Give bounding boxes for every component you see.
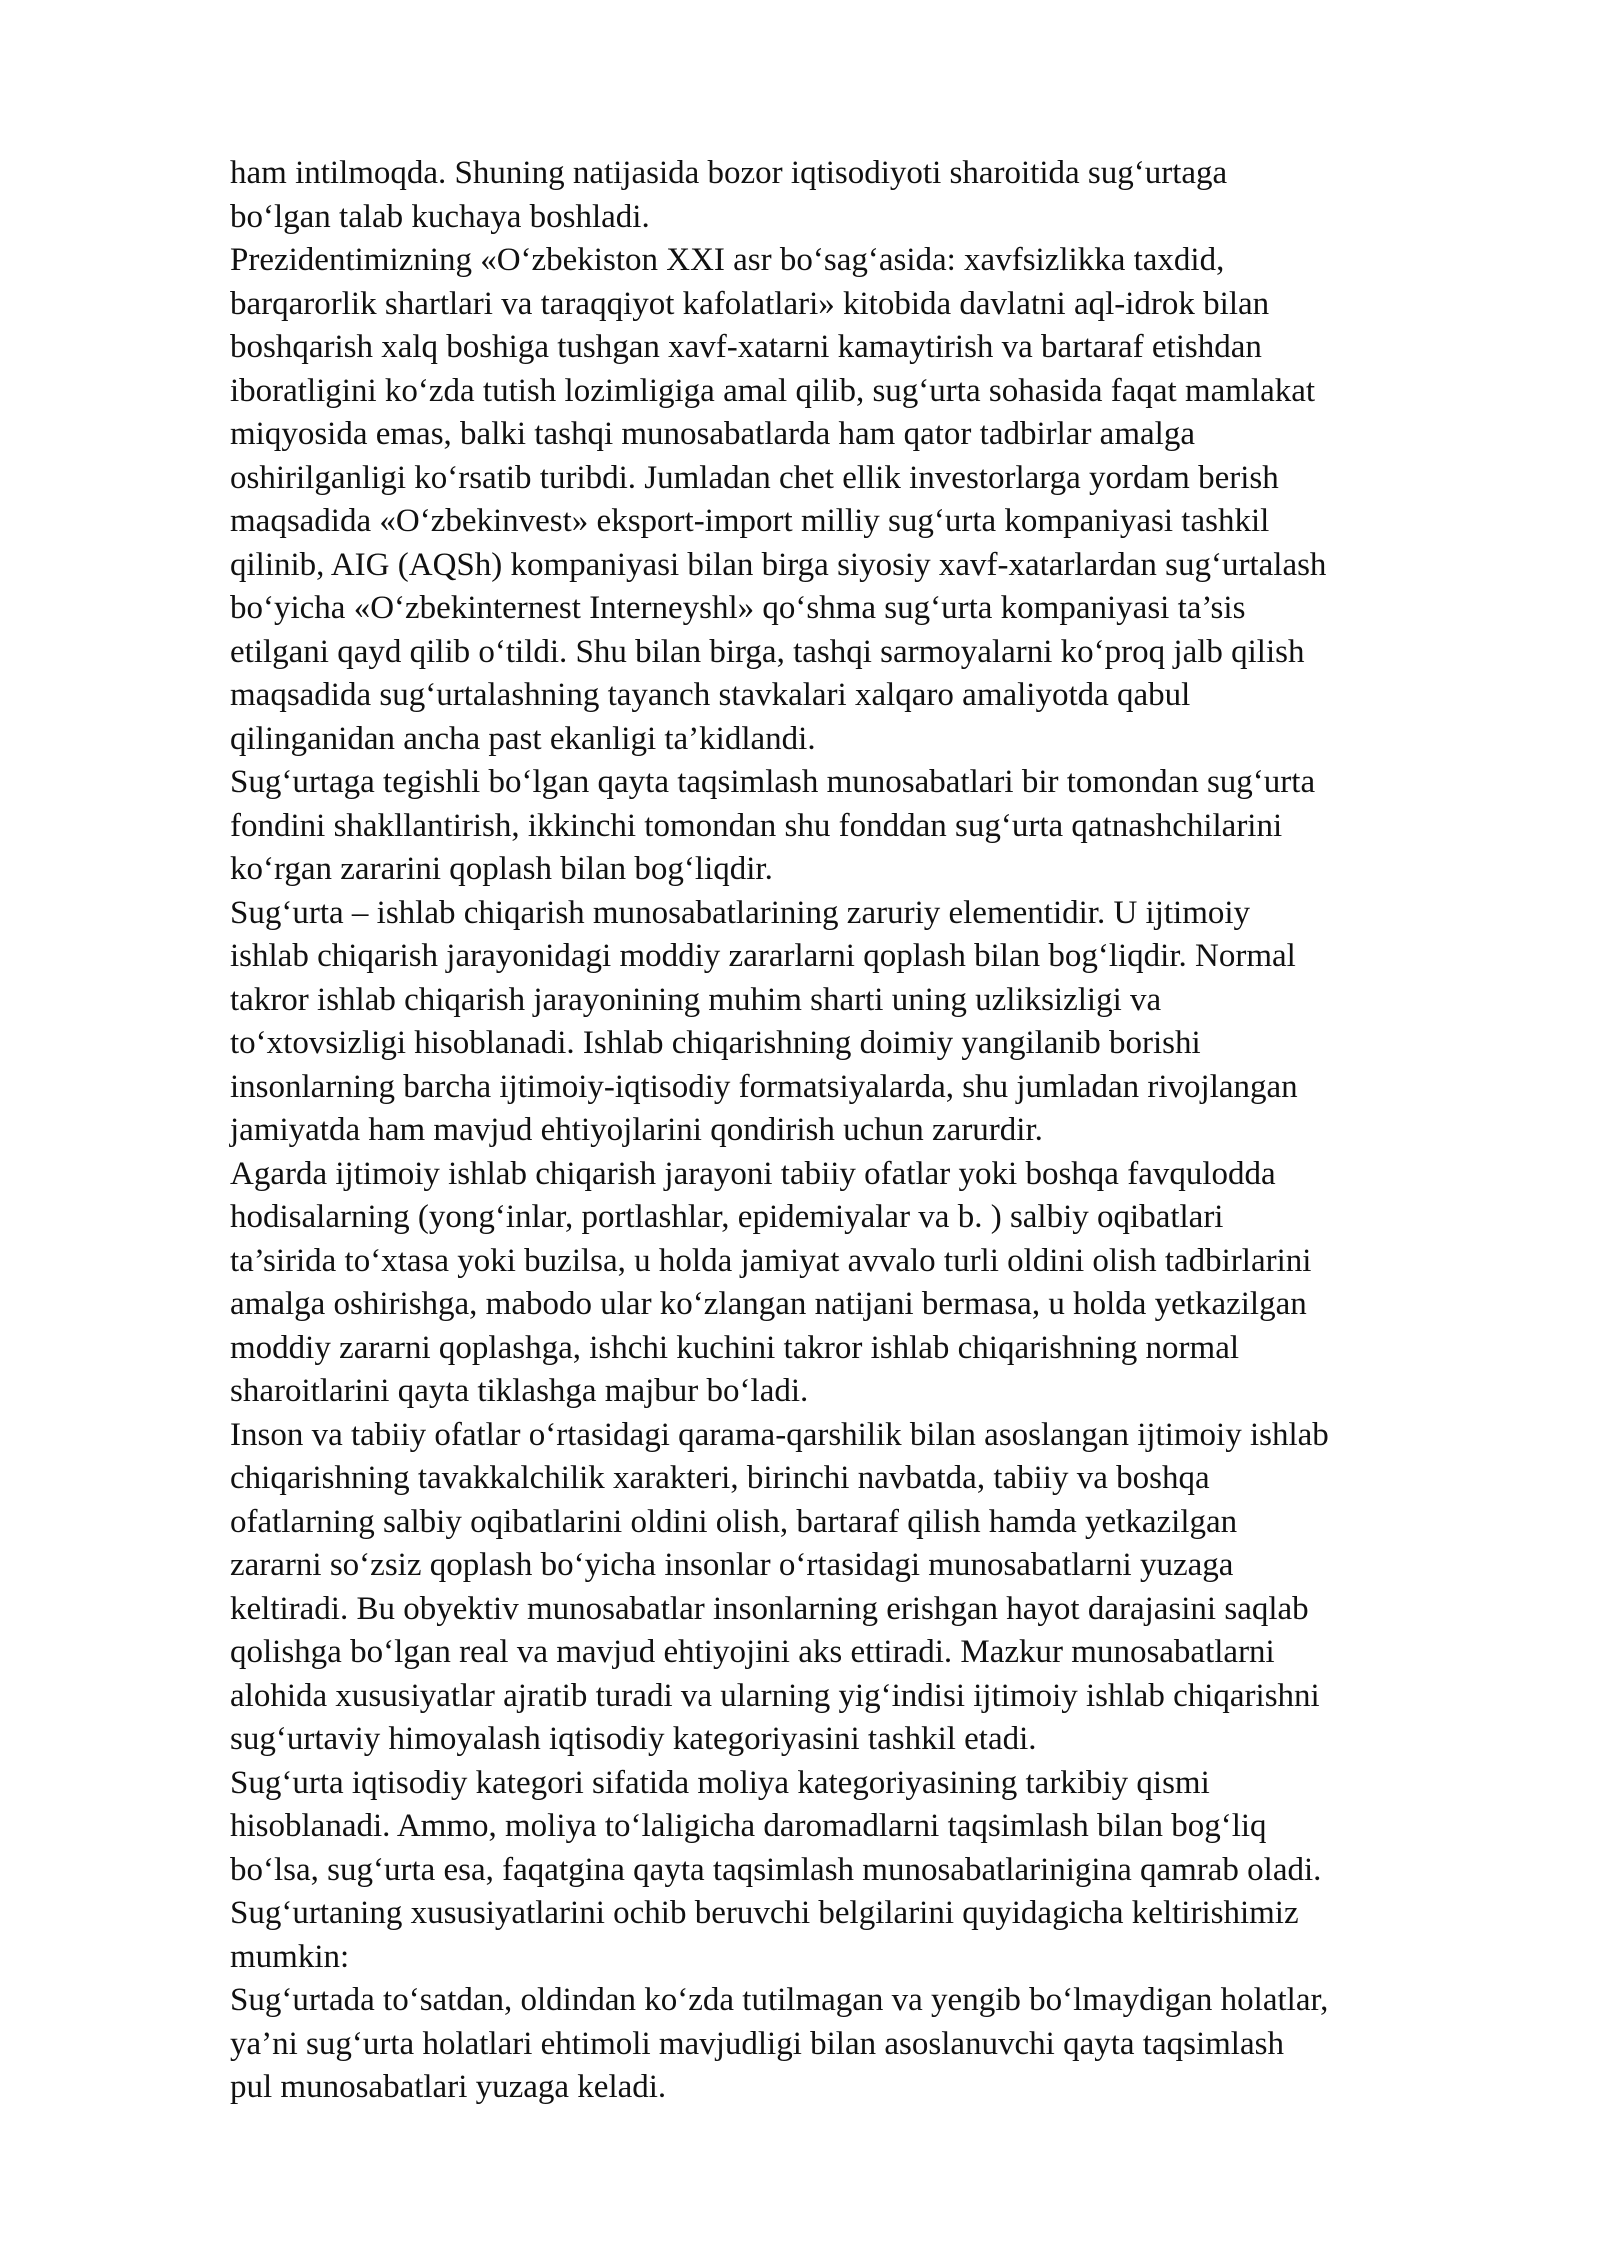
text-line: iboratligini ko‘zda tutish lozimligiga amal qilib, sug‘urta sohasida faqat mamlakat [230, 372, 1316, 409]
text-line: qolishga bo‘lgan real va mavjud ehtiyojini aks ettiradi. Mazkur munosabatlarni [230, 1634, 1275, 1670]
text-line: barqarorlik shartlari va taraqqiyot kafolatlari» kitobida davlatni aql-idrok bilan [230, 285, 1270, 322]
text-line: qilinganidan ancha past ekanligi ta’kidlandi. [230, 720, 816, 757]
text-line: Sug‘urta – ishlab chiqarish munosabatlarining zaruriy elementidir. U ijtimoiy [230, 894, 1251, 931]
text-line: hisoblanadi. Ammo, moliya to‘laligicha daromadlarni taqsimlash bilan bog‘liq [230, 1808, 1267, 1844]
text-line: bo‘lgan talab kuchaya boshladi. [230, 198, 650, 235]
text-line: ofatlarning salbiy oqibatlarini oldini olish, bartaraf qilish hamda yetkazilgan [230, 1503, 1238, 1540]
text-line: hodisalarning (yong‘inlar, portlashlar, epidemiyalar va b. ) salbiy oqibatlari [230, 1199, 1224, 1235]
text-line: mumkin: [230, 1938, 350, 1975]
text-line: takror ishlab chiqarish jarayonining muhim sharti uning uzliksizligi va [230, 981, 1162, 1018]
text-line: moddiy zararni qoplashga, ishchi kuchini takror ishlab chiqarishning normal [230, 1329, 1240, 1366]
text-line: Sug‘urtaga tegishli bo‘lgan qayta taqsimlash munosabatlari bir tomondan sug‘urta [230, 764, 1316, 800]
text-line: chiqarishning tavakkalchilik xarakteri, birinchi navbatda, tabiiy va boshqa [230, 1460, 1210, 1496]
text-line: to‘xtovsizligi hisoblanadi. Ishlab chiqarishning doimiy yangilanib borishi [230, 1025, 1201, 1061]
text-line: zararni so‘zsiz qoplash bo‘yicha insonlar o‘rtasidagi munosabatlarni yuzaga [230, 1547, 1234, 1583]
text-line: keltiradi. Bu obyektiv munosabatlar insonlarning erishgan hayot darajasini saqlab [230, 1590, 1309, 1627]
text-line: alohida xususiyatlar ajratib turadi va ularning yig‘indisi ijtimoiy ishlab chiqarishni [230, 1677, 1320, 1714]
text-line: bo‘yicha «O‘zbekinternest Interneyshl» qo‘shma sug‘urta kompaniyasi ta’sis [230, 590, 1246, 626]
text-line: jamiyatda ham mavjud ehtiyojlarini qondirish uchun zarurdir. [230, 1112, 1043, 1148]
text-line: miqyosida emas, balki tashqi munosabatlarda ham qator tadbirlar amalga [230, 416, 1195, 452]
text-line: ham intilmoqda. Shuning natijasida bozor iqtisodiyoti sharoitida sug‘urtaga [230, 155, 1228, 191]
text-line: ishlab chiqarish jarayonidagi moddiy zararlarni qoplash bilan bog‘liqdir. Normal [230, 938, 1296, 974]
text-line: oshirilganligi ko‘rsatib turibdi. Jumladan chet ellik investorlarga yordam berish [230, 459, 1279, 496]
text-line: Prezidentimizning «O‘zbekiston XXI asr bo‘sag‘asida: xavfsizlikka taxdid, [230, 242, 1225, 278]
text-line: Sug‘urtaning xususiyatlarini ochib beruvchi belgilarini quyidagicha keltirishimiz [230, 1895, 1299, 1931]
text-line: fondini shakllantirish, ikkinchi tomondan shu fonddan sug‘urta qatnashchilarini [230, 807, 1283, 844]
text-line: pul munosabatlari yuzaga keladi. [230, 2069, 667, 2105]
text-line: bo‘lsa, sug‘urta esa, faqatgina qayta taqsimlash munosabatlarinigina qamrab oladi. [230, 1851, 1322, 1888]
text-line: qilinib, AIG (AQSh) kompaniyasi bilan birga siyosiy xavf-xatarlardan sug‘urtalash [230, 546, 1327, 583]
text-line: ko‘rgan zararini qoplash bilan bog‘liqdir. [230, 851, 773, 887]
text-line: Inson va tabiiy ofatlar o‘rtasidagi qarama-qarshilik bilan asoslangan ijtimoiy ishlab [230, 1416, 1329, 1453]
text-line: maqsadida «O‘zbekinvest» eksport-import milliy sug‘urta kompaniyasi tashkil [230, 503, 1270, 539]
text-line: Agarda ijtimoiy ishlab chiqarish jarayoni tabiiy ofatlar yoki boshqa favqulodda [230, 1155, 1276, 1192]
text-line: amalga oshirishga, mabodo ular ko‘zlangan natijani bermasa, u holda yetkazilgan [230, 1286, 1307, 1322]
text-line: ya’ni sug‘urta holatlari ehtimoli mavjudligi bilan asoslanuvchi qayta taqsimlash [230, 2025, 1284, 2062]
text-line: maqsadida sug‘urtalashning tayanch stavkalari xalqaro amaliyotda qabul [230, 677, 1191, 713]
text-line: Sug‘urta iqtisodiy kategori sifatida moliya kategoriyasining tarkibiy qismi [230, 1764, 1210, 1801]
text-line: ta’sirida to‘xtasa yoki buzilsa, u holda jamiyat avvalo turli oldini olish tadbirlarini [230, 1242, 1312, 1279]
text-line: boshqarish xalq boshiga tushgan xavf-xatarni kamaytirish va bartaraf etishdan [230, 329, 1262, 365]
text-line: etilgani qayd qilib o‘tildi. Shu bilan birga, tashqi sarmoyalarni ko‘proq jalb qilish [230, 633, 1305, 670]
document-body-text [230, 152, 1500, 2110]
text-line: sug‘urtaviy himoyalash iqtisodiy kategoriyasini tashkil etadi. [230, 1721, 1037, 1757]
text-line: sharoitlarini qayta tiklashga majbur bo‘ladi. [230, 1373, 809, 1409]
text-line: Sug‘urtada to‘satdan, oldindan ko‘zda tutilmagan va yengib bo‘lmaydigan holatlar, [230, 1982, 1329, 2018]
text-line: insonlarning barcha ijtimoiy-iqtisodiy formatsiyalarda, shu jumladan rivojlangan [230, 1068, 1298, 1105]
